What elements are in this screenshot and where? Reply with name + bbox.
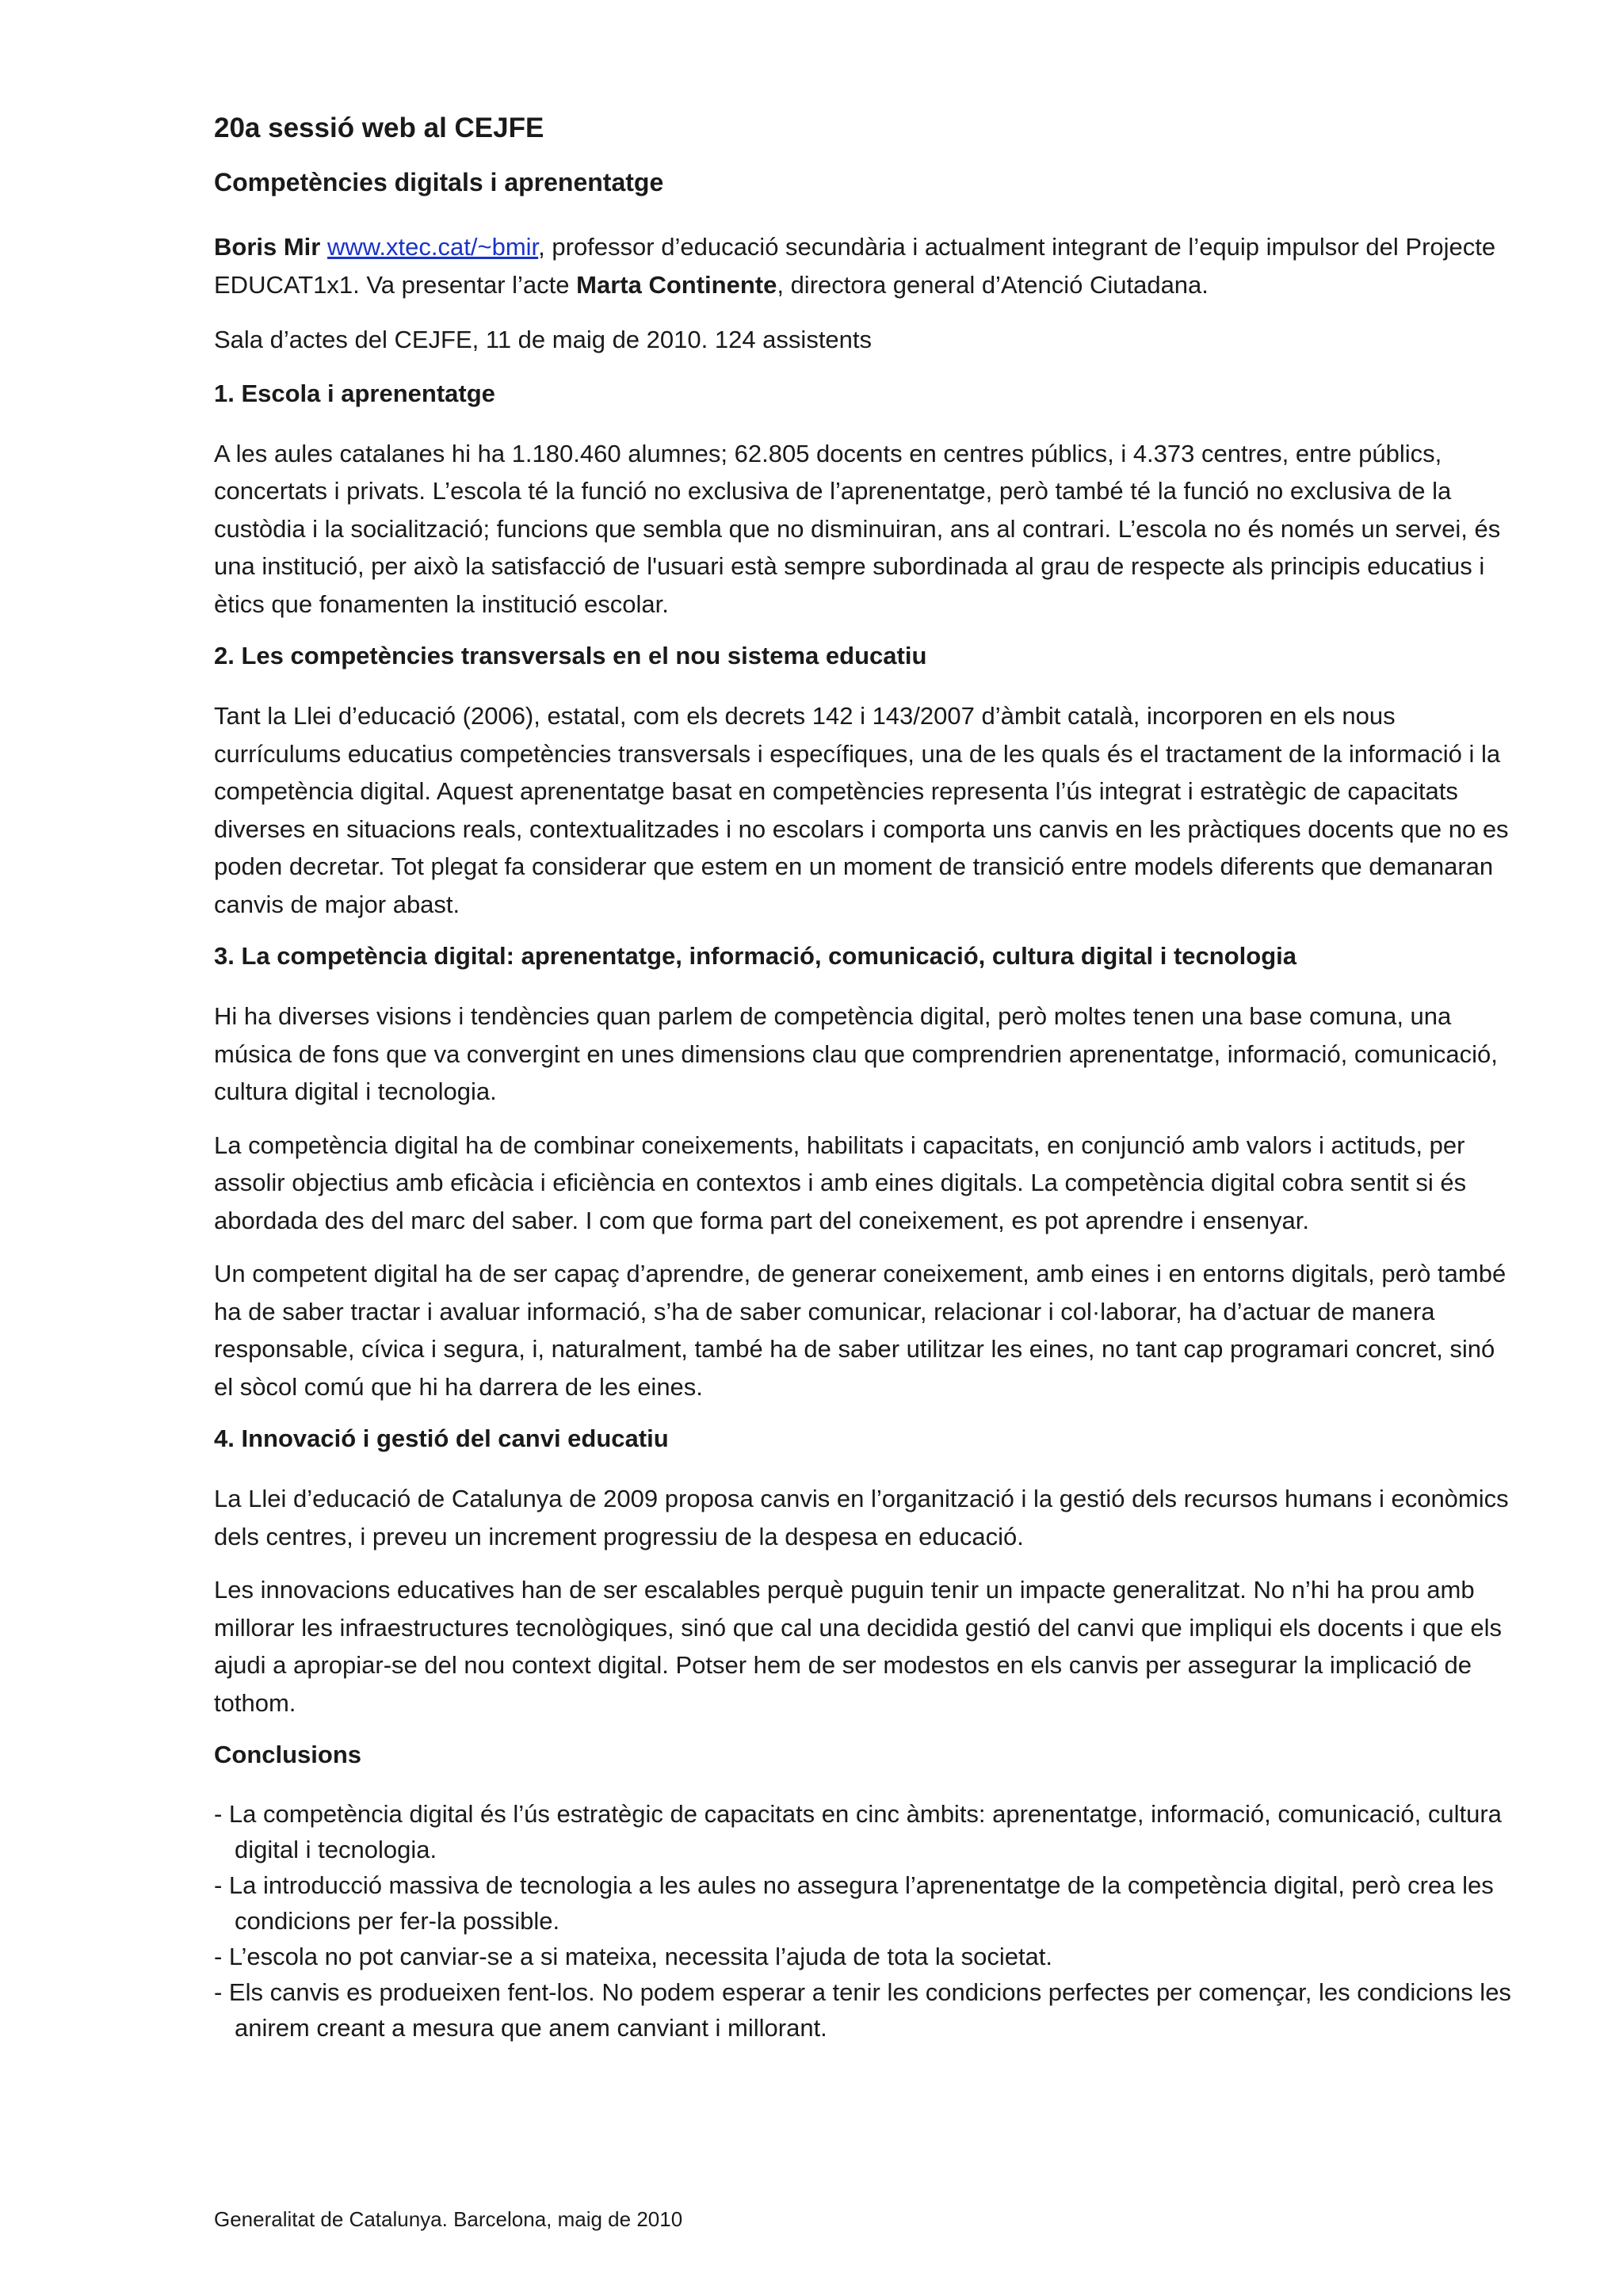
section-paragraph: La competència digital ha de combinar coneixements, habilitats i capacitats, en conjunció amb valors i actituds, per assolir objectius amb eficàcia i eficiència en contextos i amb eines digitals. La competència digital cobra sentit si és abordada des del marc del saber. I com que forma part del coneixement, es pot aprendre i ensenyar. — [214, 1131, 1467, 1234]
section-2 — [214, 639, 1514, 923]
venue-line: Sala d’actes del CEJFE, 11 de maig de 2010. 124 assistents — [214, 326, 873, 353]
conclusions-list — [214, 1796, 1514, 2046]
conclusions-heading: Conclusions — [214, 1741, 362, 1768]
section-paragraph: Hi ha diverses visions i tendències quan parlem de competència digital, però moltes tenen una base comuna, una música de fons que va convergint en unes dimensions clau que comprendrien aprenentatge, informació, comunicació, cultura digital i tecnologia. — [214, 1002, 1498, 1105]
list-item: - Els canvis es produeixen fent-los. No podem esperar a tenir les condicions perfectes per començar, les condicions les anirem creant a mesura que anem canviant i millorant. — [214, 1978, 1511, 2042]
page-footer: Generalitat de Catalunya. Barcelona, maig de 2010 — [214, 2207, 683, 2231]
intro-paragraph — [214, 228, 1514, 303]
presenter-name: Marta Continente — [576, 270, 777, 299]
section-4 — [214, 1421, 1514, 1722]
list-item: - La competència digital és l’ús estratègic de capacitats en cinc àmbits: aprenentatge, informació, comunicació, cultura digital i tecnologia. — [214, 1800, 1502, 1863]
section-heading: 4. Innovació i gestió del canvi educatiu — [214, 1425, 669, 1452]
document-page — [214, 111, 1514, 2046]
section-1 — [214, 376, 1514, 624]
intro-text-2: , directora general d’Atenció Ciutadana. — [777, 270, 1209, 299]
section-paragraph: A les aules catalanes hi ha 1.180.460 alumnes; 62.805 docents en centres públics, i 4.373 centres, entre públics, concertats i privats. L’escola té la funció no exclusiva de l’aprenentatge, però també té la funció no exclusiva de la custòdia i la socialització; funcions que sembla que no disminuiran, ans al contrari. L’escola no és només un servei, és una institució, per això la satisfacció de l'usuari està sempre subordinada al grau de respecte als principis educatius i ètics que fonamenten la institució escolar. — [214, 439, 1501, 618]
section-paragraph: La Llei d’educació de Catalunya de 2009 proposa canvis en l’organització i la gestió dels recursos humans i econòmics dels centres, i preveu un increment progressiu de la despesa en educació. — [214, 1485, 1509, 1550]
intro-text-1: , professor d’educació secundària i actualment integrant de l’equip impulsor del Projecte EDUCAT1x1. Va presentar l’acte — [214, 233, 1496, 299]
document-subtitle: Competències digitals i aprenentatge — [214, 168, 664, 196]
speaker-name: Boris Mir — [214, 233, 321, 261]
section-paragraph: Les innovacions educatives han de ser escalables perquè puguin tenir un impacte generalitzat. No n’hi ha prou amb millorar les infraestructures tecnològiques, sinó que cal una decidida gestió del canvi que impliqui els docents i que els ajudi a apropiar-se del nou context digital. Potser hem de ser modestos en els canvis per assegurar la implicació de tothom. — [214, 1576, 1502, 1717]
section-3 — [214, 939, 1514, 1405]
document-title: 20a sessió web al CEJFE — [214, 113, 544, 143]
conclusions-section — [214, 1737, 1514, 2046]
speaker-link[interactable]: www.xtec.cat/~bmir — [327, 233, 539, 261]
list-item: - L’escola no pot canviar-se a si mateixa, necessita l’ajuda de tota la societat. — [214, 1943, 1053, 1970]
section-heading: 1. Escola i aprenentatge — [214, 379, 495, 407]
section-paragraph: Tant la Llei d’educació (2006), estatal, com els decrets 142 i 143/2007 d’àmbit català, incorporen en els nous currículums educatius competències transversals i específiques, una de les quals és el tractament de la informació i la competència digital. Aquest aprenentatge basat en competències representa l’ús integrat i estratègic de capacitats diverses en situacions reals, contextualitzades i no escolars i comporta uns canvis en les pràctiques docents que no es poden decretar. Tot plegat fa considerar que estem en un moment de transició entre models diferents que demanaran canvis de major abast. — [214, 702, 1509, 918]
list-item: - La introducció massiva de tecnologia a les aules no assegura l’aprenentatge de la competència digital, però crea les condicions per fer-la possible. — [214, 1871, 1494, 1935]
section-heading: 2. Les competències transversals en el nou sistema educatiu — [214, 642, 927, 669]
section-heading: 3. La competència digital: aprenentatge, informació, comunicació, cultura digital i tecnologia — [214, 942, 1296, 970]
section-paragraph: Un competent digital ha de ser capaç d’aprendre, de generar coneixement, amb eines i en entorns digitals, però també ha de saber tractar i avaluar informació, s’ha de saber comunicar, relacionar i col·laborar, ha d’actuar de manera responsable, cívica i segura, i, naturalment, també ha de saber utilitzar les eines, no tant cap programari concret, sinó el sòcol comú que hi ha darrera de les eines. — [214, 1260, 1507, 1401]
